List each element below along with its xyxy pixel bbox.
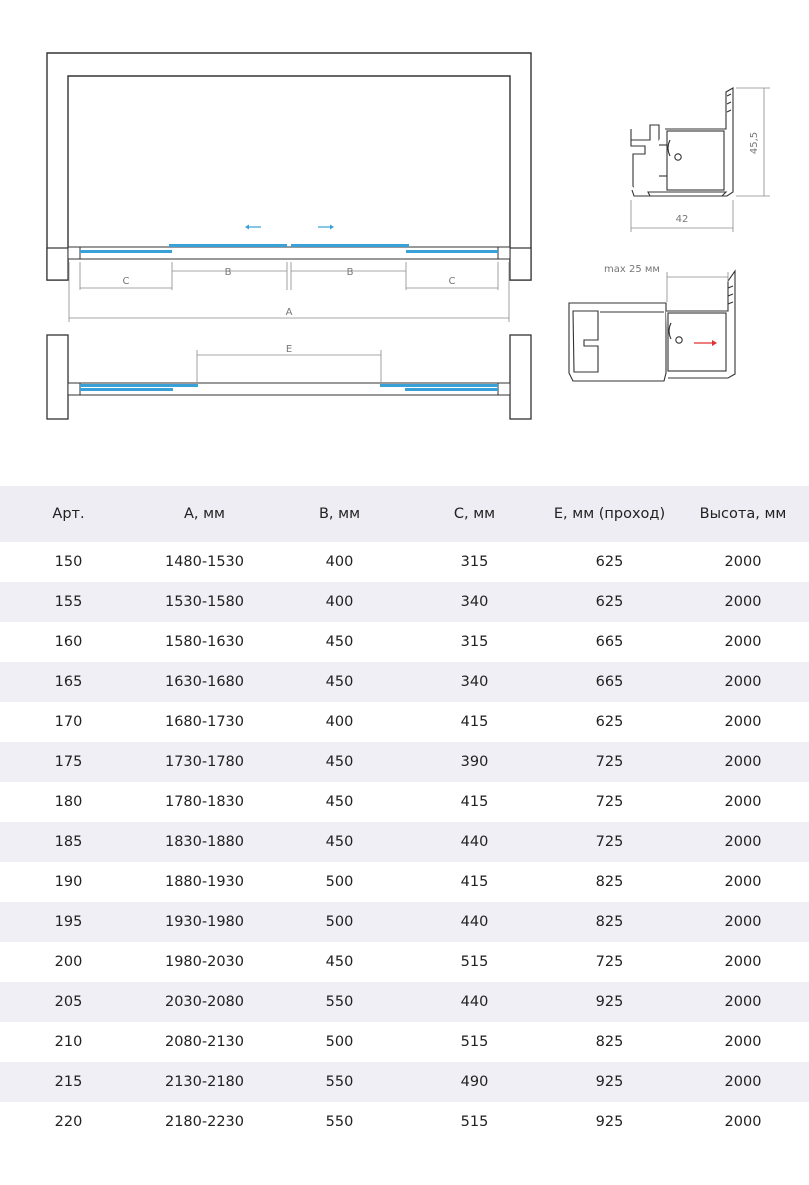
dim-label-e: E <box>285 344 293 355</box>
table-row <box>0 902 809 942</box>
table-cell: 2000 <box>724 554 762 570</box>
table-cell: 925 <box>595 1114 624 1130</box>
table-cell: 925 <box>542 982 677 1022</box>
table-cell: 2000 <box>724 874 762 890</box>
table-cell: 2000 <box>677 1062 809 1102</box>
dim-label-profile-width: 42 <box>675 214 689 225</box>
table-cell: 450 <box>272 822 407 862</box>
table-cell: 2000 <box>677 822 809 862</box>
table-cell: 725 <box>595 794 624 810</box>
table-header-row <box>0 486 809 542</box>
table-cell: 515 <box>460 1114 489 1130</box>
table-cell: 625 <box>595 714 624 730</box>
table-cell: 1780-1830 <box>164 794 245 810</box>
table-cell: 1930-1980 <box>137 902 272 942</box>
table-cell: 440 <box>407 902 542 942</box>
table-cell: 490 <box>407 1062 542 1102</box>
table-row <box>0 742 809 782</box>
right-wall-lower <box>510 335 531 419</box>
table-cell: 550 <box>272 982 407 1022</box>
table-cell: 1480-1530 <box>164 554 245 570</box>
glass-sliding-left <box>169 244 287 247</box>
table-row <box>0 942 809 982</box>
table-cell: 415 <box>460 794 489 810</box>
table-cell: 205 <box>0 982 137 1022</box>
left-wall-end <box>47 248 68 280</box>
table-cell: 725 <box>542 742 677 782</box>
table-cell: 180 <box>54 794 83 810</box>
table-cell: 2000 <box>677 982 809 1022</box>
table-cell: 1880-1930 <box>164 874 245 890</box>
table-cell: 340 <box>407 582 542 622</box>
table-row <box>0 822 809 862</box>
table-cell: 1830-1880 <box>137 822 272 862</box>
table-cell: 500 <box>272 902 407 942</box>
table-cell: 340 <box>407 662 542 702</box>
table-cell: 500 <box>325 1034 354 1050</box>
table-cell: 415 <box>460 874 489 890</box>
table-cell: 725 <box>595 954 624 970</box>
table-cell: 400 <box>325 714 354 730</box>
table-row <box>0 582 809 622</box>
table-row <box>0 622 809 662</box>
table-cell: 315 <box>460 554 489 570</box>
wall-outline <box>47 53 531 280</box>
table-cell: 2000 <box>677 902 809 942</box>
right-profile <box>498 247 510 259</box>
table-cell: 450 <box>325 794 354 810</box>
table-cell: 665 <box>542 662 677 702</box>
table-cell: 2000 <box>724 1034 762 1050</box>
header-c: C, мм <box>407 486 542 542</box>
table-cell: 625 <box>542 582 677 622</box>
table-cell: 170 <box>54 714 83 730</box>
plan-view-closed <box>47 53 531 280</box>
table-row <box>0 662 809 702</box>
profile-section-extended <box>569 271 735 381</box>
table-cell: 515 <box>460 954 489 970</box>
glass-fixed-right <box>406 250 498 253</box>
table-cell: 1630-1680 <box>137 662 272 702</box>
table-row <box>0 1102 809 1142</box>
table-cell: 625 <box>595 554 624 570</box>
table-cell: 200 <box>54 954 83 970</box>
header-art: Арт. <box>0 486 137 542</box>
table-cell: 450 <box>272 742 407 782</box>
table-cell: 185 <box>0 822 137 862</box>
table-cell: 215 <box>0 1062 137 1102</box>
table-cell: 725 <box>542 822 677 862</box>
table-cell: 500 <box>325 874 354 890</box>
table-cell: 415 <box>460 714 489 730</box>
glass-fixed-left <box>80 250 172 253</box>
table-cell: 165 <box>0 662 137 702</box>
table-cell: 160 <box>54 634 83 650</box>
table-cell: 2130-2180 <box>137 1062 272 1102</box>
header-height: Высота, мм <box>677 486 809 542</box>
table-cell: 220 <box>54 1114 83 1130</box>
table-cell: 2000 <box>724 954 762 970</box>
dim-label-c-left: C <box>122 276 130 287</box>
header-a: A, мм <box>137 486 272 542</box>
table-cell: 2080-2130 <box>164 1034 245 1050</box>
header-b: B, мм <box>272 486 407 542</box>
table-cell: 825 <box>595 874 624 890</box>
table-cell: 925 <box>542 1062 677 1102</box>
table-cell: 2000 <box>677 582 809 622</box>
table-cell: 2000 <box>677 742 809 782</box>
table-row <box>0 702 809 742</box>
right-wall-end <box>510 248 531 280</box>
table-row <box>0 542 809 582</box>
table-cell: 2000 <box>724 794 762 810</box>
dim-label-c-right: C <box>448 276 456 287</box>
table-cell: 2000 <box>677 662 809 702</box>
table-cell: 155 <box>0 582 137 622</box>
table-cell: 450 <box>325 634 354 650</box>
profile-section-closed <box>631 88 733 196</box>
table-cell: 825 <box>595 1034 624 1050</box>
table-cell: 210 <box>54 1034 83 1050</box>
table-cell: 390 <box>407 742 542 782</box>
table-row <box>0 1022 809 1062</box>
table-cell: 195 <box>0 902 137 942</box>
table-cell: 400 <box>325 554 354 570</box>
table-cell: 1680-1730 <box>164 714 245 730</box>
table-cell: 440 <box>407 822 542 862</box>
table-cell: 2000 <box>724 634 762 650</box>
dim-label-b-left: B <box>224 267 232 278</box>
table-cell: 315 <box>460 634 489 650</box>
left-wall-lower <box>47 335 68 419</box>
dim-label-a: A <box>285 307 293 318</box>
table-cell: 1530-1580 <box>137 582 272 622</box>
table-cell: 190 <box>54 874 83 890</box>
dim-label-profile-height: 45,5 <box>749 131 760 155</box>
table-cell: 1580-1630 <box>164 634 245 650</box>
table-cell: 550 <box>325 1114 354 1130</box>
header-e: E, мм (проход) <box>542 486 677 542</box>
table-cell: 450 <box>272 662 407 702</box>
dim-label-b-right: B <box>346 267 354 278</box>
table-cell: 175 <box>0 742 137 782</box>
table-cell: 450 <box>325 954 354 970</box>
left-profile <box>68 247 80 259</box>
table-cell: 440 <box>407 982 542 1022</box>
table-cell: 550 <box>272 1062 407 1102</box>
spec-table <box>0 486 809 1142</box>
table-cell: 825 <box>542 902 677 942</box>
table-cell: 2000 <box>724 714 762 730</box>
glass-sliding-right <box>291 244 409 247</box>
table-row <box>0 982 809 1022</box>
shower-door-diagram <box>0 0 809 440</box>
table-cell: 150 <box>54 554 83 570</box>
table-cell: 2000 <box>724 1114 762 1130</box>
table-cell: 1980-2030 <box>164 954 245 970</box>
dim-label-max-adjust: max 25 мм <box>604 264 660 275</box>
table-cell: 2180-2230 <box>164 1114 245 1130</box>
table-cell: 1730-1780 <box>137 742 272 782</box>
table-cell: 400 <box>272 582 407 622</box>
table-cell: 665 <box>595 634 624 650</box>
table-row <box>0 1062 809 1102</box>
table-cell: 2030-2080 <box>137 982 272 1022</box>
table-cell: 515 <box>460 1034 489 1050</box>
table-row <box>0 782 809 822</box>
table-row <box>0 862 809 902</box>
